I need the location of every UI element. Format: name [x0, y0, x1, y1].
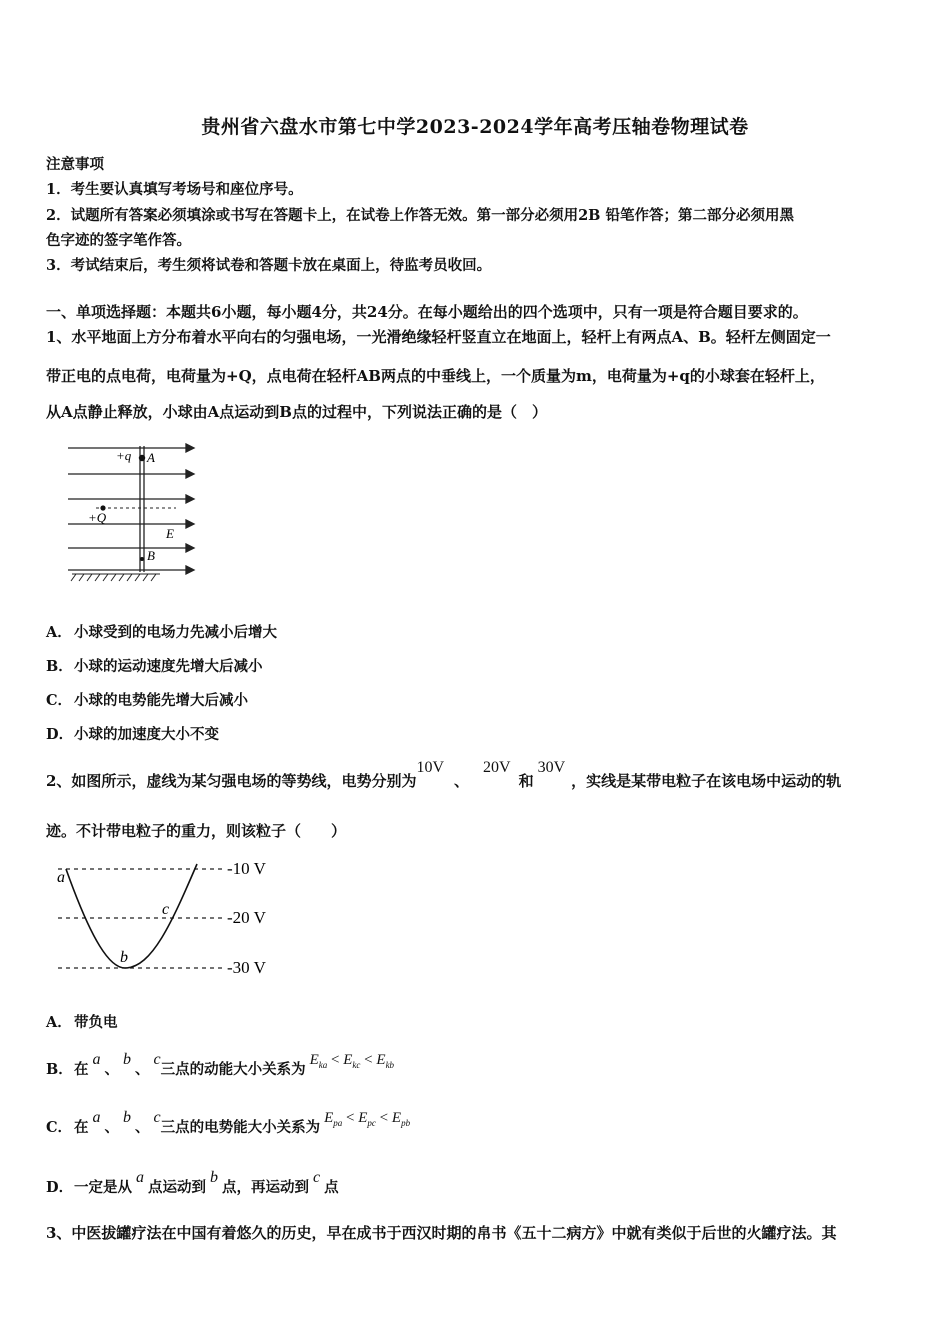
notice-item: 2．试题所有答案必须填涂或书写在答题卡上，在试卷上作答无效。第一部分必须用2B 铅笔作答；第二部分必须用黑 — [46, 207, 794, 224]
notice-item: 1．考生要认真填写考场号和座位序号。 — [46, 181, 303, 198]
label-plus-q: +q — [116, 448, 132, 463]
potential-label-20v: -20 V — [227, 908, 266, 927]
point-c-label: c — [162, 901, 170, 918]
q1-field-figure — [58, 436, 203, 586]
q1-option-d: D．小球的加速度大小不变 — [46, 726, 219, 743]
label-point-b: B — [147, 548, 155, 563]
notice-item: 色字迹的签字笔作答。 — [46, 232, 191, 249]
potential-energy-relation: $E_{pa} < E_{pc} < E_{pb}$ — [324, 1110, 411, 1128]
q2-text-line1: 2、如图所示，虚线为某匀强电场的等势线，电势分别为10V、20V和30V，实线是某带电粒子在该电场中运动的轨 — [46, 759, 842, 790]
potential-label-10v: -10 V — [227, 859, 266, 878]
point-b-label: b — [120, 949, 128, 966]
potential-label-30v: -30 V — [227, 958, 266, 977]
q2-option-c: C． 在a、b、c三点的电势能大小关系为$E_{pa} < E_{pc} < E_{pb}$ — [46, 1109, 411, 1136]
notice-item: 3．考试结束后，考生须将试卷和答题卡放在桌面上，待监考员收回。 — [46, 257, 492, 274]
q2-option-a: A． 带负电 — [46, 1014, 118, 1031]
q2-option-b: B．在a、b、c三点的动能大小关系为$E_{ka} < E_{kc} < E_{kb}$ — [46, 1051, 395, 1078]
label-plus-Q: +Q — [88, 510, 107, 525]
point-a-label: a — [57, 869, 65, 886]
q1-text: 带正电的点电荷，电荷量为+Q，点电荷在轻杆AB两点的中垂线上，一个质量为m，电荷量为+q的小球套在轻杆上， — [46, 367, 825, 385]
q3-text: 3、中医拔罐疗法在中国有着悠久的历史，早在成书于西汉时期的帛书《五十二病方》中就有类似于后世的火罐疗法。其 — [46, 1224, 837, 1242]
q1-option-a: A． 小球受到的电场力先减小后增大 — [46, 624, 277, 641]
label-point-a: A — [147, 450, 155, 465]
kinetic-energy-relation: $E_{ka} < E_{kc} < E_{kb}$ — [309, 1052, 395, 1070]
q2-trajectory-figure — [52, 852, 277, 980]
notice-heading: 注意事项 — [46, 156, 104, 173]
q1-option-c: C． 小球的电势能先增大后减小 — [46, 692, 248, 709]
q2-option-d: D．一定是从a点运动到b点，再运动到c点 — [46, 1169, 339, 1196]
q1-text: 从A点静止释放，小球由A点运动到B点的过程中，下列说法正确的是（ ） — [46, 403, 547, 421]
q1-text: 1、水平地面上方分布着水平向右的匀强电场，一光滑绝缘轻杆竖直立在地面上，轻杆上有两点A、B。轻杆左侧固定一 — [46, 328, 831, 346]
section-heading: 一、单项选择题：本题共6小题，每小题4分，共24分。在每小题给出的四个选项中，只有一项是符合题目要求的。 — [46, 303, 808, 321]
label-field-e: E — [166, 526, 174, 541]
q1-option-b: B．小球的运动速度先增大后减小 — [46, 658, 263, 675]
page-title: 贵州省六盘水市第七中学2023-2024学年高考压轴卷物理试卷 — [201, 116, 749, 138]
q2-text-line2: 迹。不计带电粒子的重力，则该粒子（ ） — [46, 822, 347, 840]
